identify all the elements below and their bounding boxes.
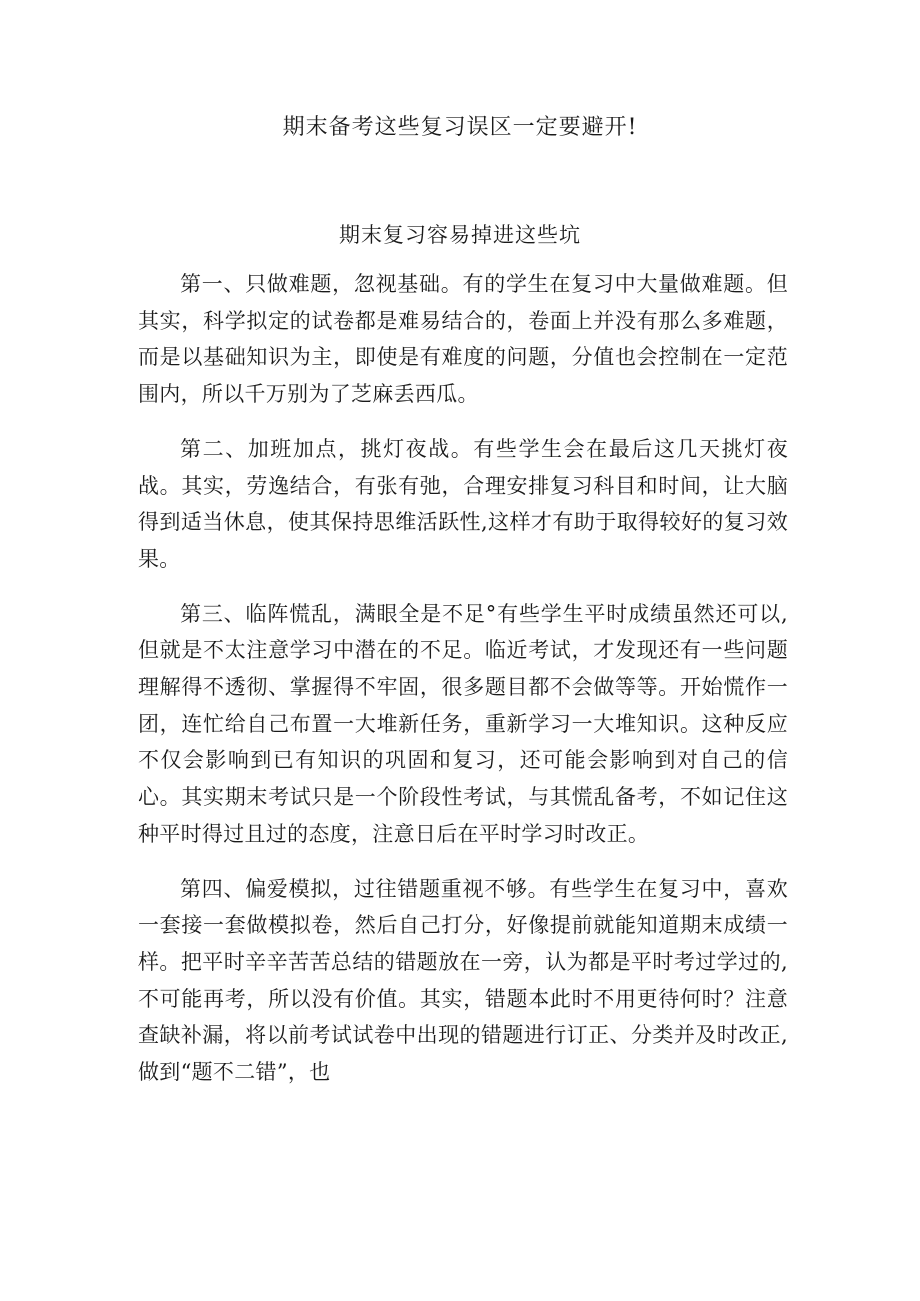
document-body	[138, 266, 788, 1109]
paragraph-2: 第二、加班加点，挑灯夜战。有些学生会在最后这几天挑灯夜战。其实，劳逸结合，有张有弛，合理安排复习科目和时间，让大脑得到适当休息，使其保持思维活跃性,这样才有助于取得较好的复习效果。	[138, 436, 788, 571]
section-heading: 期末复习容易掉进这些坑	[339, 223, 581, 247]
paragraph-3: 第三、临阵慌乱，满眼全是不足°有些学生平时成绩虽然还可以,但就是不太注意学习中潜在的不足。临近考试，才发现还有一些问题理解得不透彻、掌握得不牢固，很多题目都不会做等等。开始慌作一团，连忙给自己布置一大堆新任务，重新学习一大堆知识。这种反应不仅会影响到已有知识的巩固和复习，还可能会影响到对自己的信心。其实期末考试只是一个阶段性考试，与其慌乱备考，不如记住这种平时得过且过的态度，注意日后在平时学习时改正。	[138, 601, 788, 846]
paragraph-4: 第四、偏爱模拟，过往错题重视不够。有些学生在复习中，喜欢一套接一套做模拟卷，然后自己打分，好像提前就能知道期末成绩一样。把平时辛辛苦苦总结的错题放在一旁，认为都是平时考过学过的,不可能再考，所以没有价值。其实，错题本此时不用更待何时？注意查缺补漏，将以前考试试卷中出现的错题进行订正、分类并及时改正,做到“题不二错”，也	[138, 876, 788, 1085]
document-title: 期末备考这些复习误区一定要避开!	[282, 115, 638, 140]
paragraph-1: 第一、只做难题，忽视基础。有的学生在复习中大量做难题。但其实，科学拟定的试卷都是难易结合的，卷面上并没有那么多难题，而是以基础知识为主，即使是有难度的问题，分值也会控制在一定范围内，所以千万别为了芝麻丢西瓜。	[138, 272, 788, 407]
